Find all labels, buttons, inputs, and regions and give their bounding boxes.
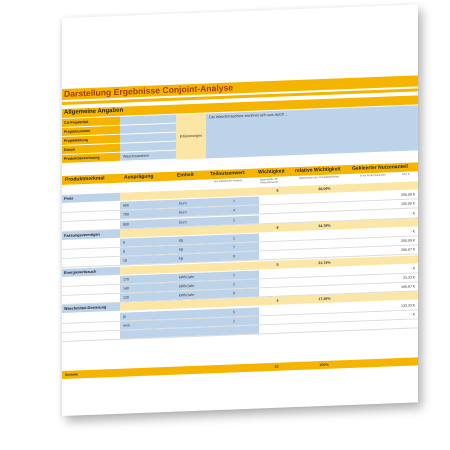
einheit-cell[interactable]: Euro bbox=[179, 201, 187, 206]
general-label: Projektnummer bbox=[62, 126, 120, 137]
general-label: Datum bbox=[62, 144, 120, 155]
group-cell bbox=[209, 187, 259, 197]
group-cell bbox=[209, 298, 259, 308]
auspraegung-cell[interactable]: 10 bbox=[123, 258, 127, 264]
nutzen-cell: 166,67 € bbox=[401, 284, 415, 290]
group-name: Energieverbrauch bbox=[64, 269, 97, 275]
teilnutzen-cell[interactable]: 5 bbox=[233, 309, 235, 315]
group-name: Preis bbox=[64, 196, 74, 201]
einheit-cell[interactable]: kWh/Jahr bbox=[179, 274, 195, 280]
header-wichtigkeit: Wichtigkeit bbox=[258, 168, 285, 176]
group-wichtigkeit: 8 bbox=[276, 225, 279, 230]
nutzen-cell: 100,00 € bbox=[401, 201, 415, 207]
auspraegung-cell[interactable]: 170 bbox=[123, 277, 129, 282]
group-name: Waschmittel-Dosierung bbox=[64, 305, 107, 312]
subheader-relativ: Nutzenanteil des Produktmerkmals bbox=[299, 175, 340, 180]
nutzen-cell: - € bbox=[410, 312, 415, 317]
group-cell bbox=[176, 226, 209, 235]
teilnutzen-cell[interactable]: 1 bbox=[233, 319, 235, 324]
auspraegung-cell[interactable]: 8 bbox=[123, 249, 125, 254]
spreadsheet-page bbox=[62, 4, 418, 416]
group-name: Fassungsvermögen bbox=[64, 232, 100, 238]
header-relative-wichtigkeit: relative Wichtigkeit bbox=[295, 166, 341, 175]
einheit-cell[interactable]: kWh/Jahr bbox=[179, 283, 195, 289]
auspraegung-cell[interactable]: 800 bbox=[123, 222, 129, 227]
general-label: Projektleitung bbox=[62, 135, 120, 146]
subheader-last: 10,0 € bbox=[402, 172, 410, 176]
group-wichtigkeit: 5 bbox=[276, 262, 279, 267]
nutzen-cell: - € bbox=[410, 266, 415, 271]
group-relativ: 21,74% bbox=[318, 260, 331, 265]
nutzen-cell: 33,33 € bbox=[403, 275, 415, 280]
einheit-cell[interactable]: kg bbox=[179, 238, 183, 243]
group-cell bbox=[209, 261, 259, 271]
general-label: Produktbezeichnung bbox=[62, 153, 120, 164]
teilnutzen-cell[interactable]: 4 bbox=[233, 208, 235, 213]
group-wichtigkeit: 6 bbox=[276, 188, 279, 193]
auspraegung-cell[interactable]: 700 bbox=[123, 212, 129, 218]
nutzen-cell: 133,33 € bbox=[401, 303, 415, 308]
einheit-cell[interactable]: kg bbox=[179, 256, 183, 261]
teilnutzen-cell[interactable]: 7 bbox=[233, 245, 235, 250]
teilnutzen-cell[interactable]: 7 bbox=[233, 199, 235, 204]
header-auspraegung: Ausprägung bbox=[124, 173, 154, 181]
teilnutzen-cell[interactable]: 1 bbox=[233, 217, 235, 223]
group-cell bbox=[209, 224, 259, 234]
einheit-cell[interactable]: Euro bbox=[179, 210, 187, 215]
general-label: CA-Projektträt bbox=[62, 117, 120, 128]
teilnutzen-cell[interactable]: 2 bbox=[233, 282, 235, 287]
auspraegung-cell[interactable]: 600 bbox=[123, 203, 129, 208]
sum-row bbox=[62, 357, 418, 379]
header-produktmerkmal: Produktmerkmal bbox=[65, 175, 105, 183]
group-cell bbox=[176, 300, 209, 309]
einheit-cell[interactable]: Euro bbox=[179, 219, 187, 225]
auspraegung-cell[interactable]: 120 bbox=[123, 295, 129, 300]
header-nutzenanteil: Gekleerter Nutzenanteil bbox=[352, 163, 408, 172]
teilnutzen-cell[interactable]: 6 bbox=[233, 291, 235, 296]
group-relativ: 26,09% bbox=[318, 186, 331, 192]
description-cell[interactable]: Die Waschmaschine zeichnet sich aus durch ... bbox=[206, 105, 418, 158]
general-heading: Allgemeine Angaben bbox=[62, 95, 418, 118]
sum-relativ: 100% bbox=[319, 362, 329, 368]
subheader-teilnutzen: aus statistischer Analyse bbox=[214, 179, 243, 184]
subheader-wichtigkeit: Spannweite der Teilnutzenwerte bbox=[260, 177, 279, 185]
sum-wichtigkeit: 23 bbox=[274, 364, 279, 369]
sheet-title: Darstellung Ergebnisse Conjoint-Analyse bbox=[62, 75, 418, 100]
group-relativ: 34,78% bbox=[318, 223, 331, 228]
einheit-cell[interactable]: kWh/Jahr bbox=[179, 293, 195, 298]
group-cell bbox=[176, 263, 209, 272]
subheader-gekleert: in ein Punkt Teilnutzen bbox=[360, 173, 386, 178]
einheit-cell[interactable]: kg bbox=[179, 247, 183, 252]
general-value-cell[interactable]: Waschmaschine bbox=[120, 151, 176, 162]
teilnutzen-cell[interactable]: 1 bbox=[233, 236, 235, 241]
nutzen-cell: 200,00 € bbox=[401, 238, 415, 244]
auspraegung-cell[interactable]: 140 bbox=[123, 286, 129, 291]
header-teilnutzenwert: Teilnutzenwert bbox=[210, 169, 245, 178]
auspraegung-cell[interactable]: 6 bbox=[123, 240, 125, 245]
sum-label: Summe bbox=[65, 372, 78, 377]
header-einheit: Einheit bbox=[177, 171, 194, 179]
group-cell bbox=[176, 189, 209, 198]
teilnutzen-cell[interactable]: 1 bbox=[233, 273, 235, 278]
nutzen-cell: 200,00 € bbox=[401, 192, 415, 198]
nutzen-cell: 266,67 € bbox=[401, 247, 415, 253]
nutzen-cell: - € bbox=[410, 229, 415, 234]
erlaeuterungen-label: Erläuterungen bbox=[176, 113, 206, 159]
group-relativ: 17,39% bbox=[318, 297, 331, 302]
group-wichtigkeit: 4 bbox=[276, 299, 279, 304]
auspraegung-cell[interactable]: nein bbox=[123, 323, 130, 328]
nutzen-cell: - € bbox=[410, 211, 415, 216]
teilnutzen-cell[interactable]: 9 bbox=[233, 254, 235, 259]
auspraegung-cell[interactable]: ja bbox=[123, 314, 126, 319]
